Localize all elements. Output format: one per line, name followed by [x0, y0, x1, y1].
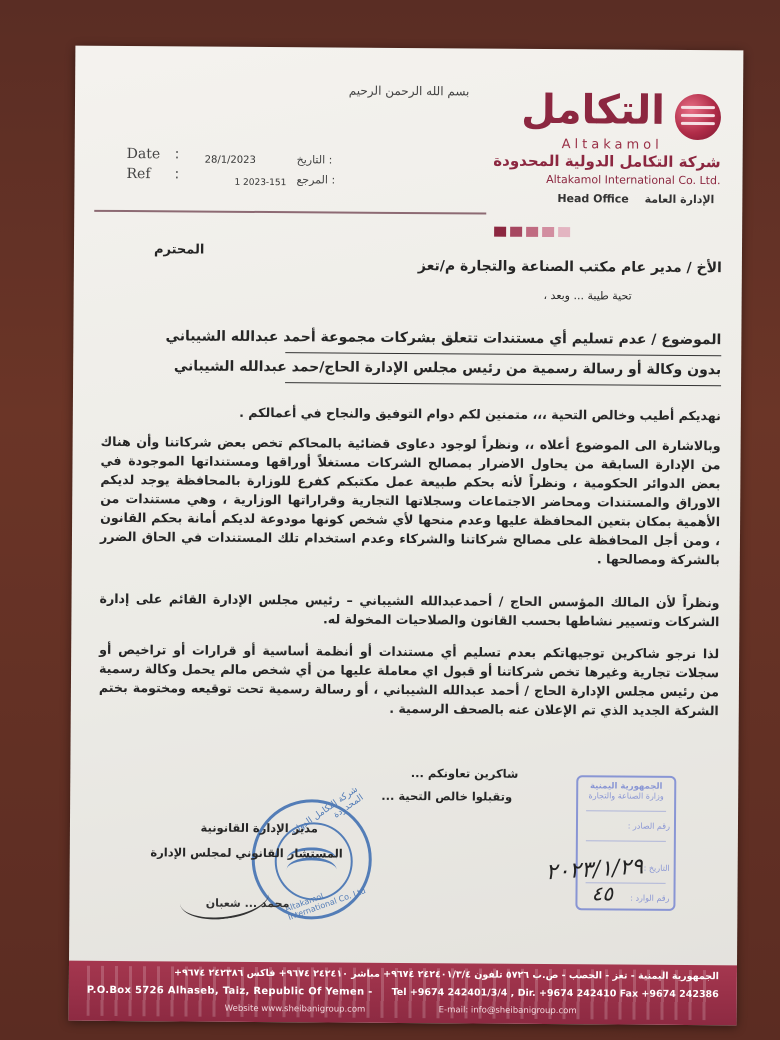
paragraph-2: وبالاشارة الى الموضوع أعلاه ،، ونظراً لوجود دعاوى قضائية بالمحاكم تخص بعض شركاتنا وأن هناك من الإدارة السابقة من يحاول الاضرار بمصالح الشركات مستغلاً أوراقها ومستنداتها الموجودة في بعض الدوائر الحكومية ، ونظراً لأنه بحكم طبيعة عمل مكتبكم كفرع للوزارة بالمحافظة يوجد لديكم الاوراق والمستندات ومحاضر الاجتماعات وسجلاتها التجارية وقراراتها الوزارية ، وهي مستندات من الأهمية بمكان بتعين المحافظة عليها وعدم منحها لأي شخص كونها مودوعة لديكم أمانة بحكم القانون ، ومن أجل المحافظة على مصالح شركاتنا والشركاء وعدم استخدام تلك المستندات في الحاق الضرر بالشركة ومصالحها .: [99, 433, 721, 568]
stamp-rule: [586, 810, 666, 812]
seal-wave-icon: [287, 857, 337, 882]
ministry-receipt-stamp: [575, 775, 676, 911]
closing-thanks: شاكرين تعاونكم ...: [410, 766, 519, 781]
footer-address-ar: الجمهورية اليمنية - تعز - الحصب - ص.ب ٥٧٢٦ تلفون ٢٤٢٤٠١/٣/٤ ٩٦٧٤+ مباشر ٢٤٢٤١٠ ٩٦٧٤+ فاكس ٢٤٢٣٨٦ ٩٦٧٤+: [173, 967, 719, 983]
date-label-ar: : التاريخ: [296, 153, 333, 167]
ref-label: Ref: [126, 166, 151, 183]
subject-underline: [285, 382, 721, 386]
header-square: [510, 227, 522, 237]
handwritten-date: ٢٠٢٣/١/٢٩: [544, 854, 644, 886]
footer-address-en: P.O.Box 5726 Alhaseb, Taiz, Republic Of Yemen -: [86, 984, 373, 998]
seal-text: شركة التكامل الدولية المحدودة: [288, 784, 366, 838]
globe-logo-icon: [675, 94, 721, 140]
header-square: [542, 227, 554, 237]
signer-title-1: مدير الإدارة القانونية: [200, 820, 319, 836]
signer-title-2: المستشار القانوني لمجلس الإدارة: [150, 845, 343, 861]
seal-text-en: Altakamol International Co. Ltd: [283, 886, 367, 923]
stamp-line: رقم الصادر :: [627, 821, 671, 831]
header-square: [494, 227, 506, 237]
company-name-en: Altakamol International Co. Ltd.: [546, 172, 721, 188]
footer-email: E-mail: info@sheibanigroup.com: [438, 1005, 577, 1017]
paragraph-3: ونظراً لأن المالك المؤسس الحاج / أحمدعبدالله الشيباني – رئيس مجلس الإدارة القائم على إدارة الشركات وتسيير نشاطها بحسب القانون والصلاحيات المخولة له.: [99, 590, 720, 630]
subject-line-2: بدون وكالة أو رسالة رسمية من رئيس مجلس الإدارة الحاج/حمد عبدالله الشيباني: [173, 358, 722, 379]
header-divider: [94, 210, 486, 215]
logo-latin: Altakamol: [561, 137, 663, 153]
stamp-line: التاريخ :: [643, 863, 670, 873]
ref-colon: :: [174, 166, 180, 183]
closing-regards: وتقبلوا خالص التحية ...: [381, 788, 513, 804]
head-office-ar: الإدارة العامة: [644, 192, 715, 207]
subject-line-1: الموضوع / عدم تسليم أي مستندات تتعلق بشركات مجموعة أحمد عبدالله الشيباني: [165, 328, 722, 349]
ref-value: 1 2023-151: [234, 177, 287, 189]
handwritten-number: ٤٥: [591, 881, 614, 906]
subject-underline: [285, 352, 721, 356]
date-label: Date: [126, 146, 161, 163]
stamp-title: الجمهورية اليمنية: [590, 781, 663, 792]
paragraph-1: نهديكم أطيب وخالص التحية ،،، متمنين لكم دوام التوفيق والنجاح في أعمالكم .: [239, 404, 721, 424]
date-colon: :: [174, 146, 180, 163]
footer-phones-en: Tel +9674 242401/3/4 , Dir. +9674 242410 Fax +9674 242386: [391, 986, 719, 1001]
stamp-rule: [586, 840, 666, 842]
stamp-line: وزارة الصناعة والتجارة: [588, 791, 664, 801]
stamp-line: رقم الوارد :: [630, 893, 670, 903]
footer-website: Website www.sheibanigroup.com: [224, 1003, 366, 1015]
head-office-en: Head Office: [557, 192, 629, 206]
greeting: تحية طيبة ... وبعد ،: [543, 288, 632, 303]
header-square: [526, 227, 538, 237]
company-name-ar: شركة التكامل الدولية المحدودة: [493, 151, 721, 172]
addressee: الأخ / مدير عام مكتب الصناعة والتجارة م/تعز: [417, 258, 722, 277]
letter-paper: [69, 46, 744, 1026]
head-office: [551, 192, 720, 206]
paragraph-4: لذا نرجو شاكرين توجيهاتكم بعدم تسليم أي مستندات أو أنظمة أساسية أو قرارات أو تراخيص أو سجلات تجارية وغيرها تخص شركاتنا أو قبول اي معاملة عليها من أي شخص مالم يحمل وكالة رسمية من رئيس مجلس الإدارة الحاج / أحمد عبدالله الشيباني ، أو رسالة رسمية تحت توقيعه ومختومة بختم الشركة الجديد الذي تم الإعلان عنه بالصحف الرسمية .: [98, 641, 720, 719]
signer-name: محمد ... شعبان: [205, 896, 290, 911]
date-value: 28/1/2023: [204, 154, 256, 166]
logo-wordmark: التكامل: [521, 86, 666, 134]
basmala: بسم الله الرحمن الرحيم: [348, 83, 470, 99]
header-square: [558, 227, 570, 237]
honorific: المحترم: [153, 242, 205, 258]
ref-label-ar: : المرجع: [296, 173, 336, 187]
